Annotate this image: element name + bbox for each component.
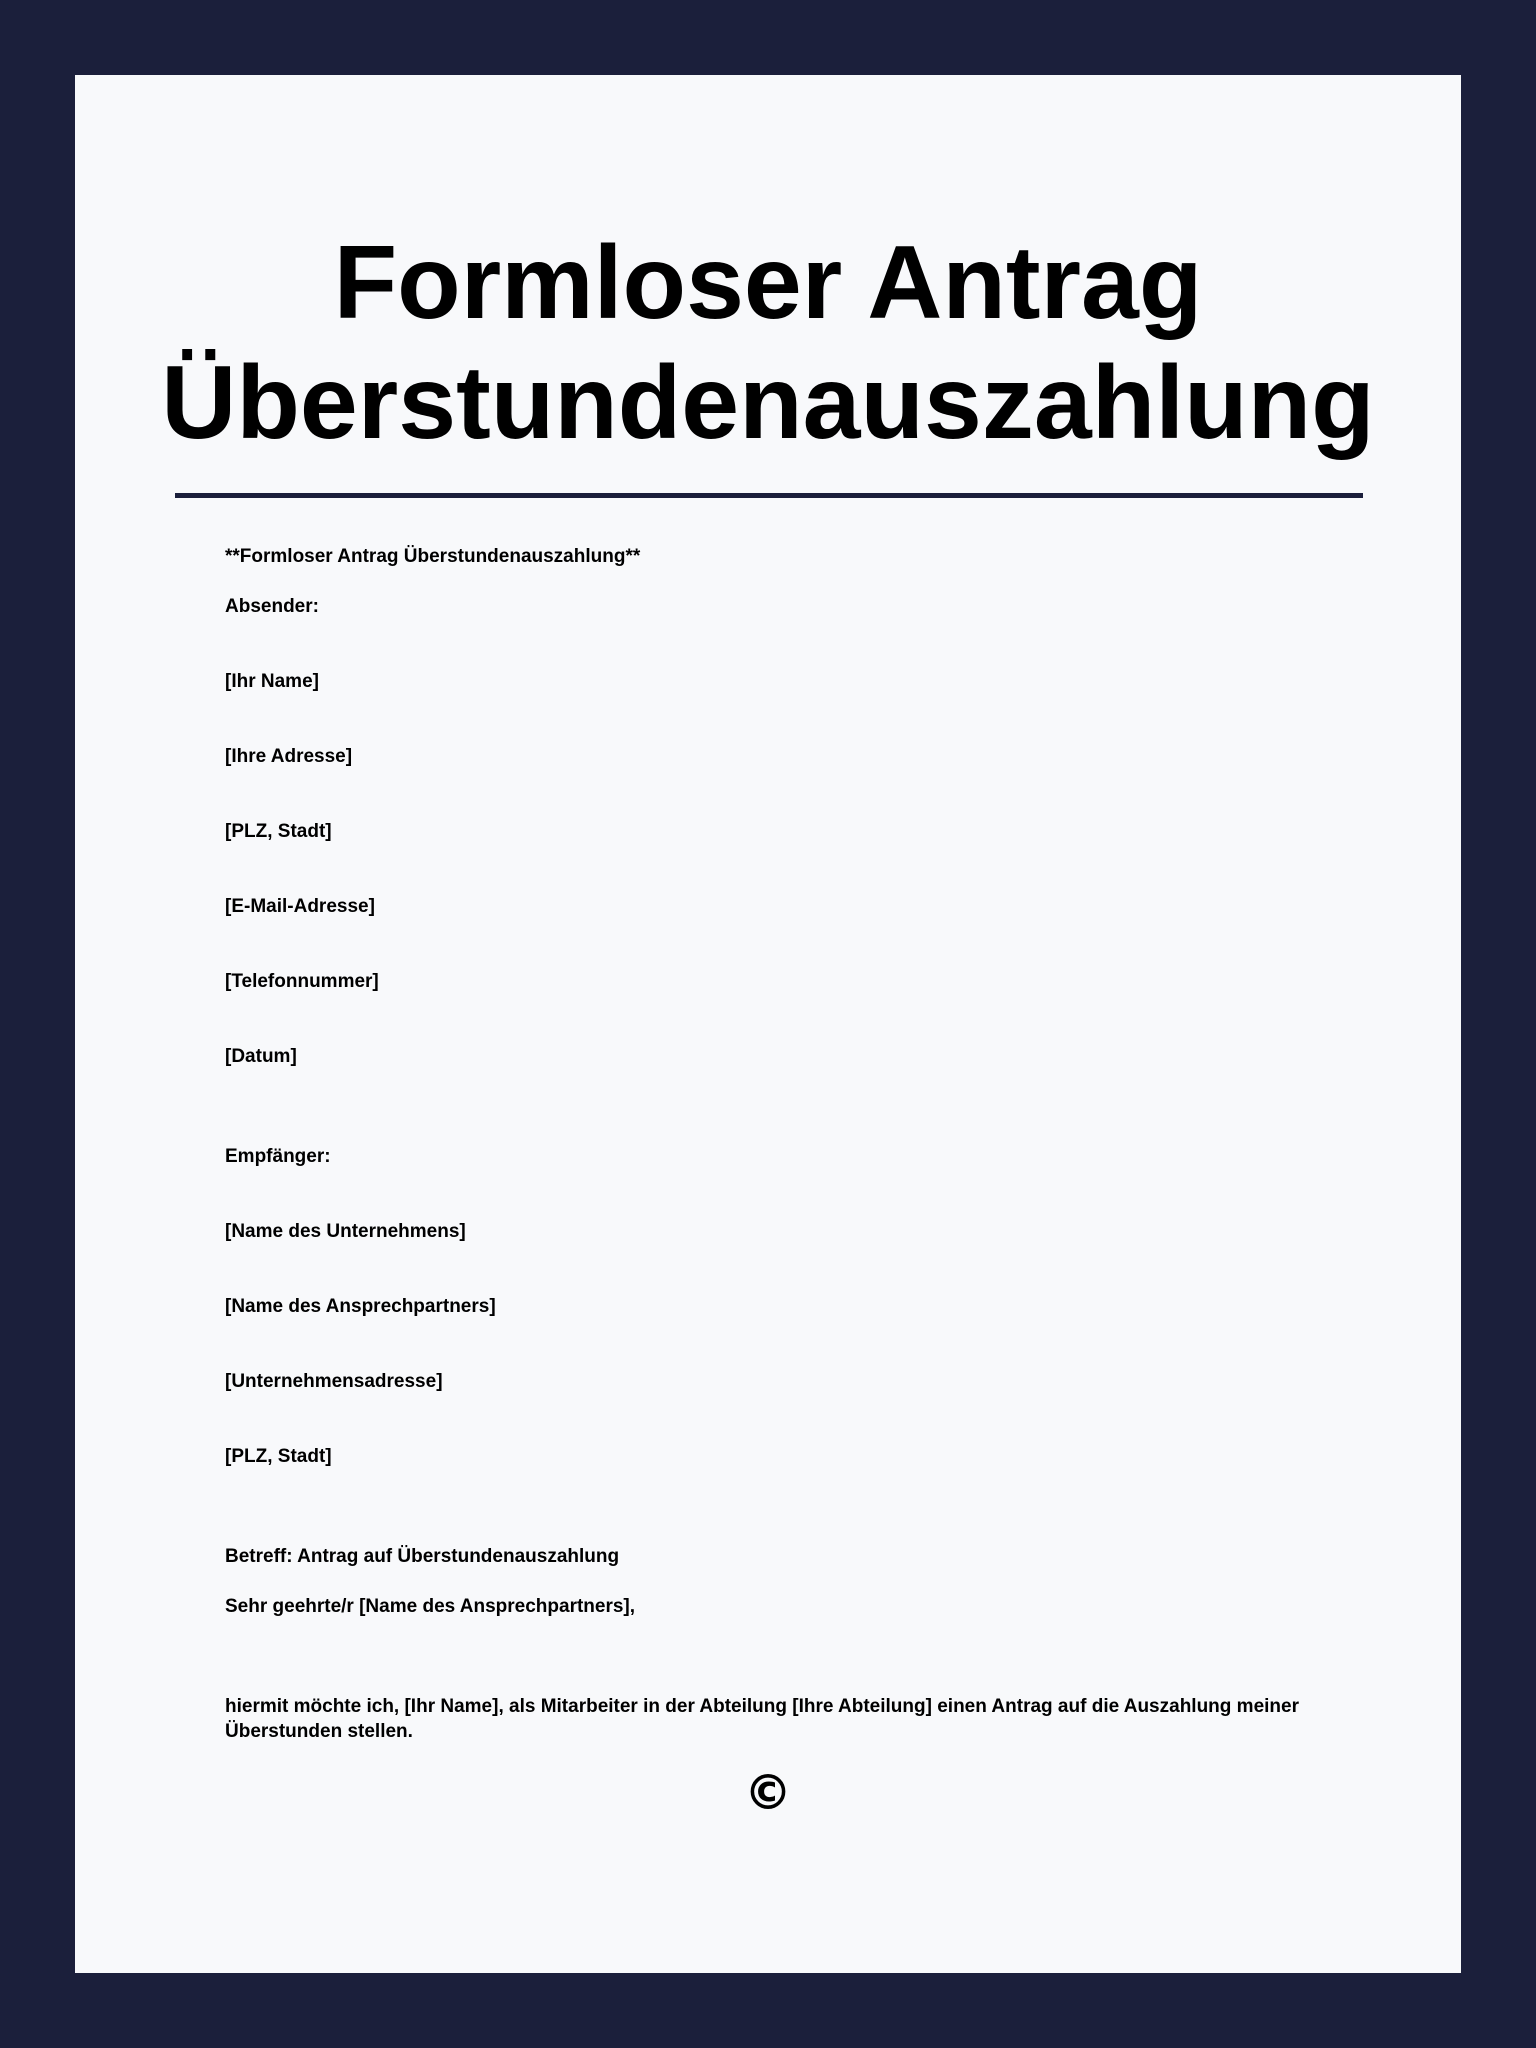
sender-label: Absender: <box>225 596 319 617</box>
title-divider <box>175 493 1363 498</box>
recipient-city: [PLZ, Stadt] <box>225 1446 332 1467</box>
recipient-label: Empfänger: <box>225 1146 331 1167</box>
sender-date: [Datum] <box>225 1046 297 1067</box>
sender-city: [PLZ, Stadt] <box>225 821 332 842</box>
copyright-icon: © <box>744 1765 792 1821</box>
title-line-2: Überstundenauszahlung <box>161 345 1375 461</box>
recipient-company: [Name des Unternehmens] <box>225 1221 466 1242</box>
sender-name: [Ihr Name] <box>225 671 319 692</box>
letter-heading: **Formloser Antrag Überstundenauszahlung** <box>225 546 641 567</box>
document-page <box>75 75 1461 1973</box>
title-line-1: Formloser Antrag <box>333 225 1203 341</box>
recipient-address: [Unternehmensadresse] <box>225 1371 443 1392</box>
sender-email: [E-Mail-Adresse] <box>225 896 375 917</box>
body-paragraph: hiermit möchte ich, [Ihr Name], als Mitarbeiter in der Abteilung [Ihre Abteilung] einen Antrag auf die Auszahlung meiner Überstunden stellen. <box>225 1696 1299 1742</box>
recipient-contact: [Name des Ansprechpartners] <box>225 1296 496 1317</box>
document-title <box>75 223 1461 463</box>
sender-address: [Ihre Adresse] <box>225 746 353 767</box>
subject-line: Betreff: Antrag auf Überstundenauszahlung <box>225 1546 620 1567</box>
sender-phone: [Telefonnummer] <box>225 971 379 992</box>
salutation: Sehr geehrte/r [Name des Ansprechpartners], <box>225 1596 636 1617</box>
